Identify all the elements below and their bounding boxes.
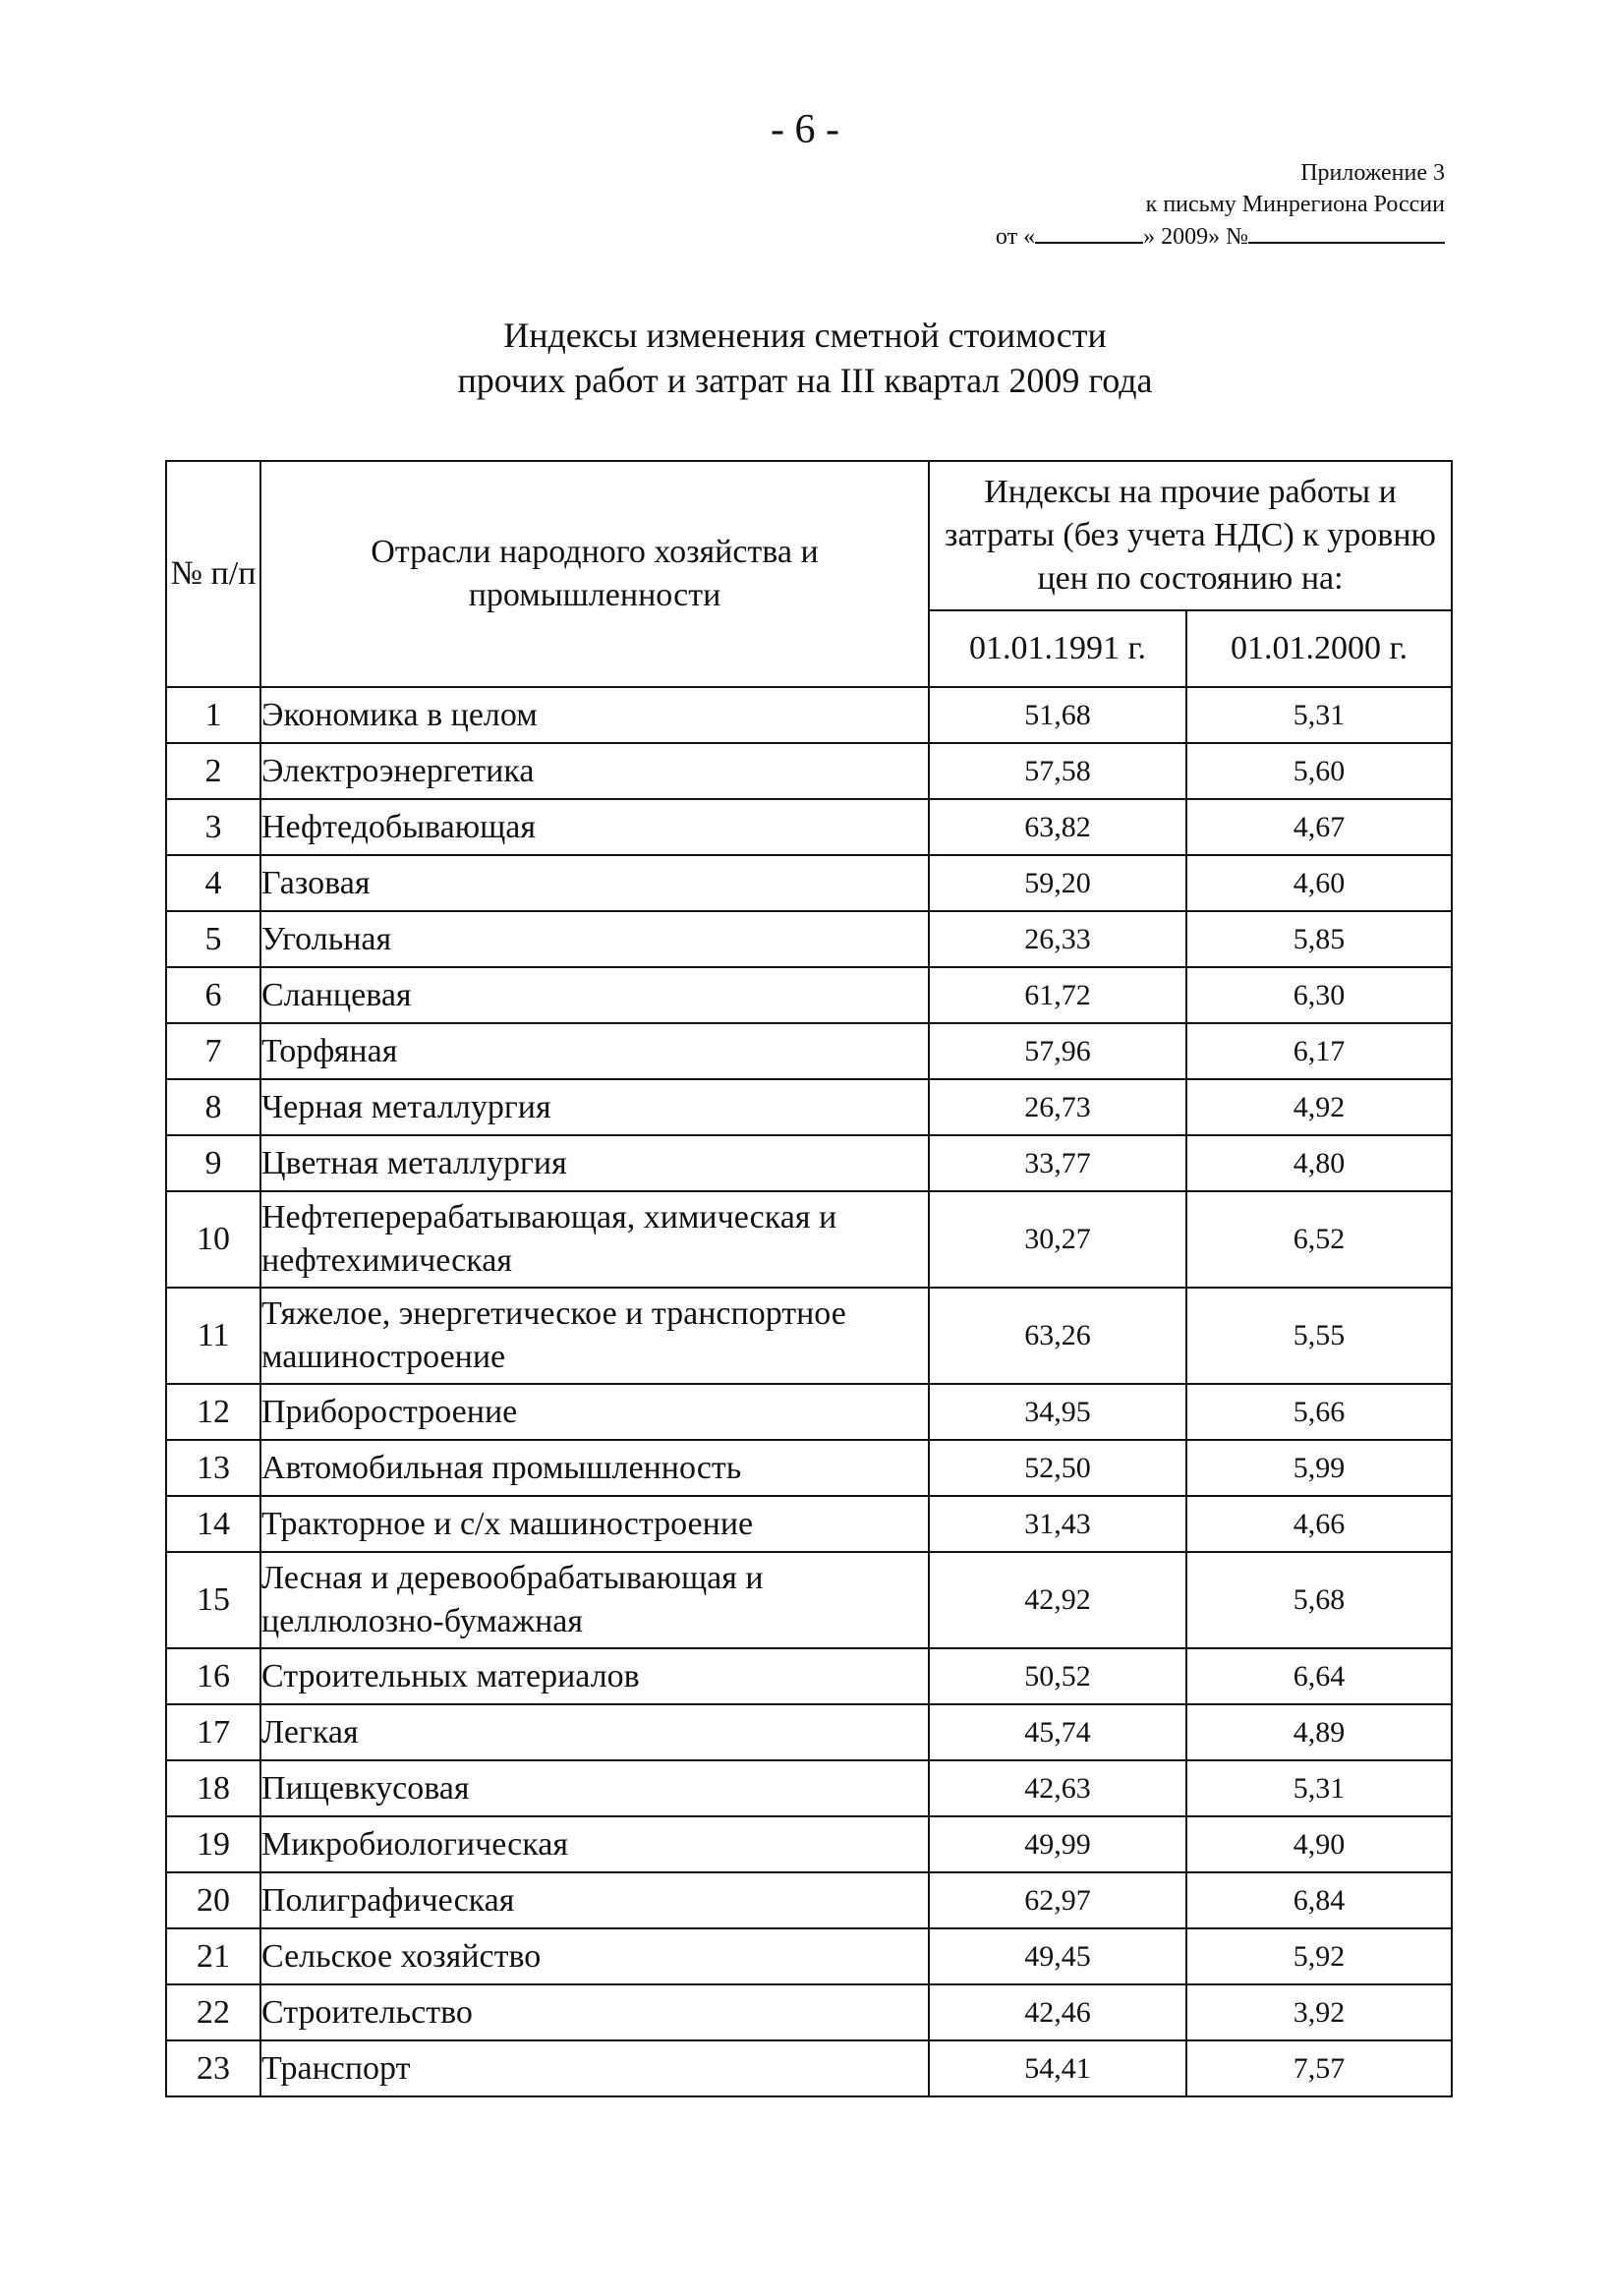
row-industry-name: Сельское хозяйство bbox=[260, 1928, 929, 1984]
index-table bbox=[165, 460, 1453, 2097]
row-industry-name: Легкая bbox=[260, 1704, 929, 1760]
table-row bbox=[166, 799, 1452, 855]
row-index-1991: 49,45 bbox=[929, 1928, 1186, 1984]
row-number: 12 bbox=[166, 1384, 260, 1440]
row-number: 8 bbox=[166, 1079, 260, 1135]
table-row bbox=[166, 1079, 1452, 1135]
table-row bbox=[166, 1704, 1452, 1760]
row-industry-name: Транспорт bbox=[260, 2040, 929, 2096]
row-industry-name: Черная металлургия bbox=[260, 1079, 929, 1135]
row-index-2000: 6,17 bbox=[1186, 1023, 1452, 1079]
table-row bbox=[166, 1191, 1452, 1288]
appendix-date-line bbox=[944, 220, 1445, 253]
row-index-1991: 49,99 bbox=[929, 1816, 1186, 1872]
row-industry-name: Пищевкусовая bbox=[260, 1760, 929, 1816]
table-row bbox=[166, 1816, 1452, 1872]
table-row bbox=[166, 1440, 1452, 1496]
row-number: 17 bbox=[166, 1704, 260, 1760]
row-industry-name: Автомобильная промышленность bbox=[260, 1440, 929, 1496]
row-industry-name: Нефтеперерабатывающая, химическая и нефтехимическая bbox=[260, 1191, 929, 1288]
row-industry-name: Полиграфическая bbox=[260, 1872, 929, 1928]
row-number: 1 bbox=[166, 687, 260, 743]
row-index-2000: 5,31 bbox=[1186, 1760, 1452, 1816]
table-row bbox=[166, 1928, 1452, 1984]
row-number: 9 bbox=[166, 1135, 260, 1191]
row-number: 21 bbox=[166, 1928, 260, 1984]
table-row bbox=[166, 687, 1452, 743]
row-index-1991: 30,27 bbox=[929, 1191, 1186, 1288]
row-index-1991: 61,72 bbox=[929, 967, 1186, 1023]
row-index-2000: 5,66 bbox=[1186, 1384, 1452, 1440]
row-industry-name: Строительных материалов bbox=[260, 1648, 929, 1704]
row-index-2000: 4,90 bbox=[1186, 1816, 1452, 1872]
row-number: 20 bbox=[166, 1872, 260, 1928]
row-index-2000: 3,92 bbox=[1186, 1984, 1452, 2040]
row-index-2000: 4,80 bbox=[1186, 1135, 1452, 1191]
row-index-1991: 57,96 bbox=[929, 1023, 1186, 1079]
table-row bbox=[166, 855, 1452, 911]
appendix-label: Приложение 3 bbox=[1300, 160, 1445, 186]
row-index-1991: 52,50 bbox=[929, 1440, 1186, 1496]
row-index-1991: 42,92 bbox=[929, 1552, 1186, 1648]
header-industry: Отрасли народного хозяйства и промышленности bbox=[260, 461, 929, 687]
row-index-1991: 26,33 bbox=[929, 911, 1186, 967]
row-index-1991: 62,97 bbox=[929, 1872, 1186, 1928]
row-index-1991: 33,77 bbox=[929, 1135, 1186, 1191]
row-number: 13 bbox=[166, 1440, 260, 1496]
row-number: 3 bbox=[166, 799, 260, 855]
appendix-date-prefix: от « bbox=[995, 224, 1036, 250]
row-index-2000: 5,55 bbox=[1186, 1288, 1452, 1384]
row-index-1991: 63,82 bbox=[929, 799, 1186, 855]
table-row bbox=[166, 1288, 1452, 1384]
row-index-1991: 42,46 bbox=[929, 1984, 1186, 2040]
appendix-date-mid: » 2009» № bbox=[1143, 224, 1248, 250]
row-number: 5 bbox=[166, 911, 260, 967]
title-line-1: Индексы изменения сметной стоимости bbox=[503, 316, 1107, 355]
row-index-2000: 6,30 bbox=[1186, 967, 1452, 1023]
row-index-2000: 5,60 bbox=[1186, 743, 1452, 799]
row-index-2000: 4,66 bbox=[1186, 1496, 1452, 1552]
row-index-2000: 5,92 bbox=[1186, 1928, 1452, 1984]
row-number: 10 bbox=[166, 1191, 260, 1288]
header-indices: Индексы на прочие работы и затраты (без учета НДС) к уровню цен по состоянию на: bbox=[929, 461, 1452, 610]
row-industry-name: Сланцевая bbox=[260, 967, 929, 1023]
row-industry-name: Микробиологическая bbox=[260, 1816, 929, 1872]
row-industry-name: Электроэнергетика bbox=[260, 743, 929, 799]
row-index-2000: 4,92 bbox=[1186, 1079, 1452, 1135]
table-body bbox=[166, 687, 1452, 2096]
row-index-1991: 50,52 bbox=[929, 1648, 1186, 1704]
row-index-1991: 63,26 bbox=[929, 1288, 1186, 1384]
table-row bbox=[166, 2040, 1452, 2096]
row-number: 19 bbox=[166, 1816, 260, 1872]
row-number: 2 bbox=[166, 743, 260, 799]
header-date-1991: 01.01.1991 г. bbox=[929, 610, 1186, 687]
row-index-1991: 59,20 bbox=[929, 855, 1186, 911]
date-blank-line bbox=[1035, 220, 1143, 244]
row-index-2000: 4,89 bbox=[1186, 1704, 1452, 1760]
header-number: № п/п bbox=[166, 461, 260, 687]
row-number: 22 bbox=[166, 1984, 260, 2040]
row-index-2000: 6,84 bbox=[1186, 1872, 1452, 1928]
table-row bbox=[166, 967, 1452, 1023]
row-number: 14 bbox=[166, 1496, 260, 1552]
row-industry-name: Тракторное и с/х машиностроение bbox=[260, 1496, 929, 1552]
row-industry-name: Угольная bbox=[260, 911, 929, 967]
row-industry-name: Цветная металлургия bbox=[260, 1135, 929, 1191]
row-index-2000: 6,52 bbox=[1186, 1191, 1452, 1288]
table-row bbox=[166, 743, 1452, 799]
title-line-2: прочих работ и затрат на III квартал 2009 года bbox=[457, 361, 1153, 400]
row-index-1991: 51,68 bbox=[929, 687, 1186, 743]
row-index-2000: 7,57 bbox=[1186, 2040, 1452, 2096]
appendix-letter-ref: к письму Минрегиона России bbox=[1145, 192, 1445, 217]
row-index-1991: 31,43 bbox=[929, 1496, 1186, 1552]
header-date-2000: 01.01.2000 г. bbox=[1186, 610, 1452, 687]
table-row bbox=[166, 1496, 1452, 1552]
row-number: 7 bbox=[166, 1023, 260, 1079]
row-index-1991: 42,63 bbox=[929, 1760, 1186, 1816]
row-index-2000: 4,60 bbox=[1186, 855, 1452, 911]
table-row bbox=[166, 1872, 1452, 1928]
table-row bbox=[166, 1384, 1452, 1440]
row-index-1991: 54,41 bbox=[929, 2040, 1186, 2096]
table-row bbox=[166, 911, 1452, 967]
table-row bbox=[166, 1984, 1452, 2040]
row-industry-name: Торфяная bbox=[260, 1023, 929, 1079]
row-index-1991: 45,74 bbox=[929, 1704, 1186, 1760]
page-number: - 6 - bbox=[771, 107, 839, 152]
row-index-2000: 5,68 bbox=[1186, 1552, 1452, 1648]
row-industry-name: Строительство bbox=[260, 1984, 929, 2040]
appendix-block bbox=[944, 157, 1445, 253]
row-index-1991: 34,95 bbox=[929, 1384, 1186, 1440]
row-number: 16 bbox=[166, 1648, 260, 1704]
row-industry-name: Газовая bbox=[260, 855, 929, 911]
row-index-1991: 57,58 bbox=[929, 743, 1186, 799]
row-index-2000: 5,31 bbox=[1186, 687, 1452, 743]
row-index-2000: 4,67 bbox=[1186, 799, 1452, 855]
row-index-2000: 6,64 bbox=[1186, 1648, 1452, 1704]
row-index-1991: 26,73 bbox=[929, 1079, 1186, 1135]
row-industry-name: Приборостроение bbox=[260, 1384, 929, 1440]
table-row bbox=[166, 1760, 1452, 1816]
row-number: 11 bbox=[166, 1288, 260, 1384]
table-row bbox=[166, 1023, 1452, 1079]
row-industry-name: Тяжелое, энергетическое и транспортное машиностроение bbox=[260, 1288, 929, 1384]
table-row bbox=[166, 1648, 1452, 1704]
number-blank-line bbox=[1248, 220, 1445, 244]
row-index-2000: 5,85 bbox=[1186, 911, 1452, 967]
row-number: 23 bbox=[166, 2040, 260, 2096]
table-row bbox=[166, 1552, 1452, 1648]
row-number: 4 bbox=[166, 855, 260, 911]
row-number: 6 bbox=[166, 967, 260, 1023]
row-index-2000: 5,99 bbox=[1186, 1440, 1452, 1496]
row-industry-name: Нефтедобывающая bbox=[260, 799, 929, 855]
row-industry-name: Лесная и деревообрабатывающая и целлюлозно-бумажная bbox=[260, 1552, 929, 1648]
document-title bbox=[0, 313, 1610, 403]
row-number: 18 bbox=[166, 1760, 260, 1816]
table-header bbox=[166, 461, 1452, 687]
row-number: 15 bbox=[166, 1552, 260, 1648]
table-row bbox=[166, 1135, 1452, 1191]
row-industry-name: Экономика в целом bbox=[260, 687, 929, 743]
